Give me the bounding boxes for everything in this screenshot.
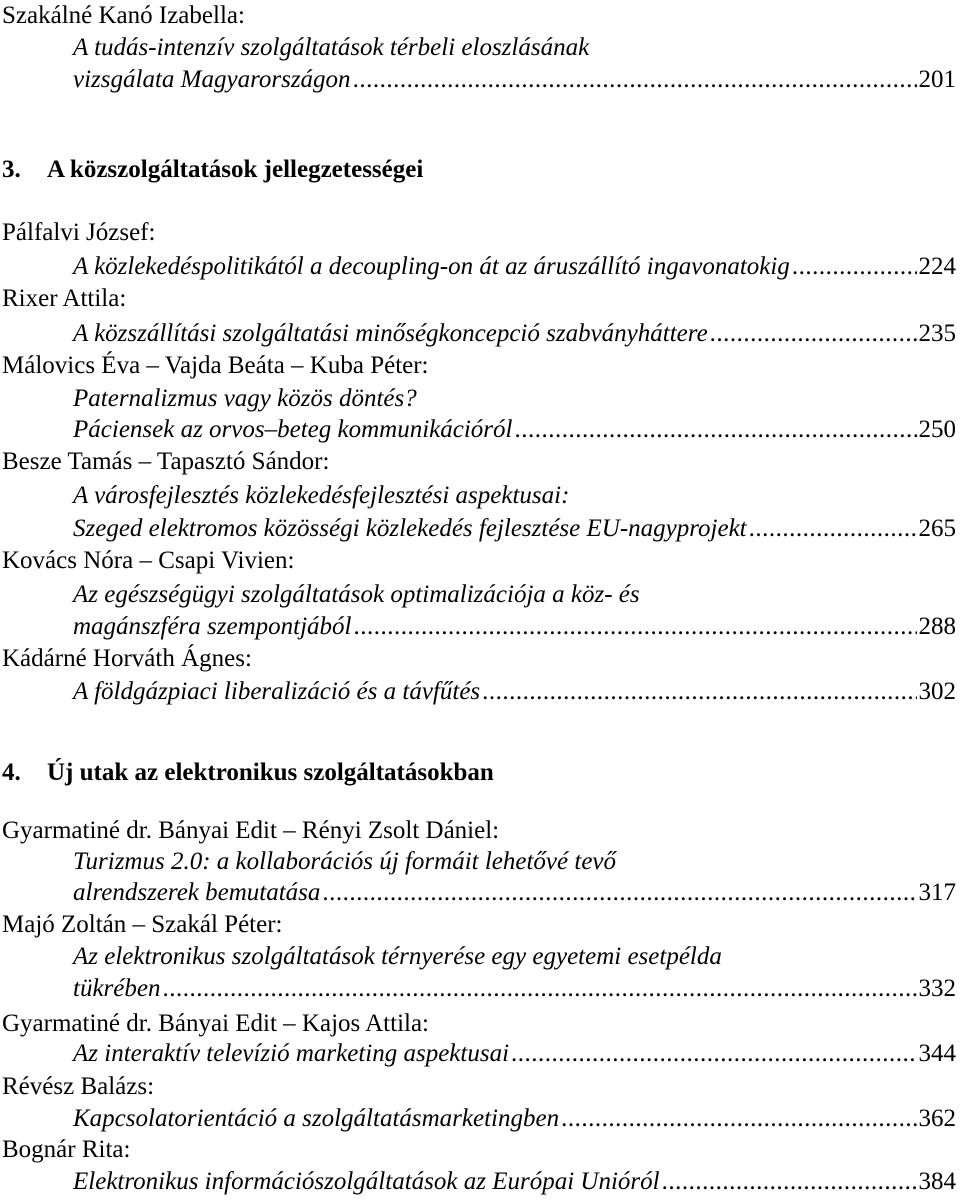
page-number: 362: [918, 1105, 956, 1132]
leader-dots: [514, 414, 916, 446]
leader-dots: [792, 251, 917, 283]
entry-author: Rixer Attila:: [2, 285, 127, 312]
entry-author: Gyarmatiné dr. Bányai Edit – Kajos Attila:: [2, 1010, 430, 1037]
entry-title: A városfejlesztés közlekedésfejlesztési aspektusai:: [73, 482, 570, 509]
entry-title: Kapcsolatorientáció a szolgáltatásmarketingben: [73, 1105, 560, 1132]
entry-title: A földgázpiaci liberalizáció és a távfűtés: [73, 678, 481, 705]
toc-entry-line: [73, 611, 956, 643]
section-heading: [2, 756, 494, 790]
page-number: 235: [918, 320, 956, 347]
leader-dots: [482, 676, 916, 708]
section-heading: [2, 153, 423, 187]
leader-dots: [710, 318, 917, 350]
leader-dots: [749, 513, 917, 545]
entry-author: Kovács Nóra – Csapi Vivien:: [2, 547, 295, 574]
page-number: 302: [918, 678, 956, 705]
entry-title: A tudás-intenzív szolgáltatások térbeli eloszlásának: [73, 34, 590, 61]
entry-title: Az interaktív televízió marketing aspektusai: [73, 1040, 510, 1067]
leader-dots: [662, 1166, 917, 1198]
entry-title: alrendszerek bemutatása: [73, 879, 321, 906]
entry-title: Páciensek az orvos–beteg kommunikációról: [73, 416, 513, 443]
page-number: 384: [918, 1168, 956, 1195]
toc-entry-line: [73, 676, 956, 708]
entry-author: Pálfalvi József:: [2, 219, 156, 246]
entry-title: A közszállítási szolgáltatási minőségkoncepció szabványháttere: [73, 320, 708, 347]
entry-title: Paternalizmus vagy közös döntés?: [73, 385, 417, 412]
leader-dots: [511, 1038, 916, 1070]
entry-author: Bognár Rita:: [2, 1136, 131, 1163]
entry-author: Majó Zoltán – Szakál Péter:: [2, 911, 283, 938]
page-number: 317: [918, 879, 956, 906]
leader-dots: [561, 1103, 916, 1135]
page-number: 288: [918, 613, 956, 640]
page-number: 344: [918, 1040, 956, 1067]
page-number: 201: [918, 66, 956, 93]
page-number: 250: [918, 416, 956, 443]
entry-title: Elektronikus információszolgáltatások az Európai Unióról: [73, 1168, 660, 1195]
section-number: 4.: [2, 759, 21, 786]
page-number: 265: [918, 515, 956, 542]
toc-entry-line: [73, 414, 956, 446]
leader-dots: [353, 64, 917, 96]
toc-entry-line: [73, 64, 956, 96]
toc-entry-line: [73, 877, 956, 909]
entry-title: Turizmus 2.0: a kollaborációs új formáit lehetővé tevő: [73, 848, 617, 875]
toc-entry-line: [73, 1038, 956, 1070]
section-title: A közszolgáltatások jellegzetességei: [47, 156, 424, 183]
toc-entry-line: [73, 318, 956, 350]
page-number: 224: [918, 253, 956, 280]
leader-dots: [353, 611, 916, 643]
entry-author: Besze Tamás – Tapasztó Sándor:: [2, 448, 330, 475]
entry-author: Gyarmatiné dr. Bányai Edit – Rényi Zsolt Dániel:: [2, 817, 500, 844]
entry-title: magánszféra szempontjából: [73, 613, 352, 640]
entry-title: tükrében: [73, 975, 161, 1002]
entry-author: Révész Balázs:: [2, 1073, 155, 1100]
toc-entry-line: [73, 973, 956, 1005]
entry-author: Málovics Éva – Vajda Beáta – Kuba Péter:: [2, 352, 429, 379]
toc-entry-line: [73, 251, 956, 283]
entry-title: Szeged elektromos közösségi közlekedés fejlesztése EU-nagyprojekt: [73, 515, 747, 542]
toc-entry-line: [73, 1166, 956, 1198]
entry-title: vizsgálata Magyarországon: [73, 66, 351, 93]
leader-dots: [322, 877, 916, 909]
toc-entry-line: [73, 1103, 956, 1135]
entry-title: Az elektronikus szolgáltatások térnyerése egy egyetemi esetpélda: [73, 943, 722, 970]
leader-dots: [162, 973, 916, 1005]
section-title: Új utak az elektronikus szolgáltatásokban: [47, 759, 494, 786]
toc-entry-line: [73, 513, 956, 545]
entry-author: Kádárné Horváth Ágnes:: [2, 645, 252, 672]
section-number: 3.: [2, 156, 21, 183]
page-number: 332: [918, 975, 956, 1002]
entry-title: A közlekedéspolitikától a decoupling-on át az áruszállító ingavonatokig: [73, 253, 790, 280]
entry-author: Szakálné Kanó Izabella:: [2, 2, 245, 29]
entry-title: Az egészségügyi szolgáltatások optimalizációja a köz- és: [73, 581, 640, 608]
